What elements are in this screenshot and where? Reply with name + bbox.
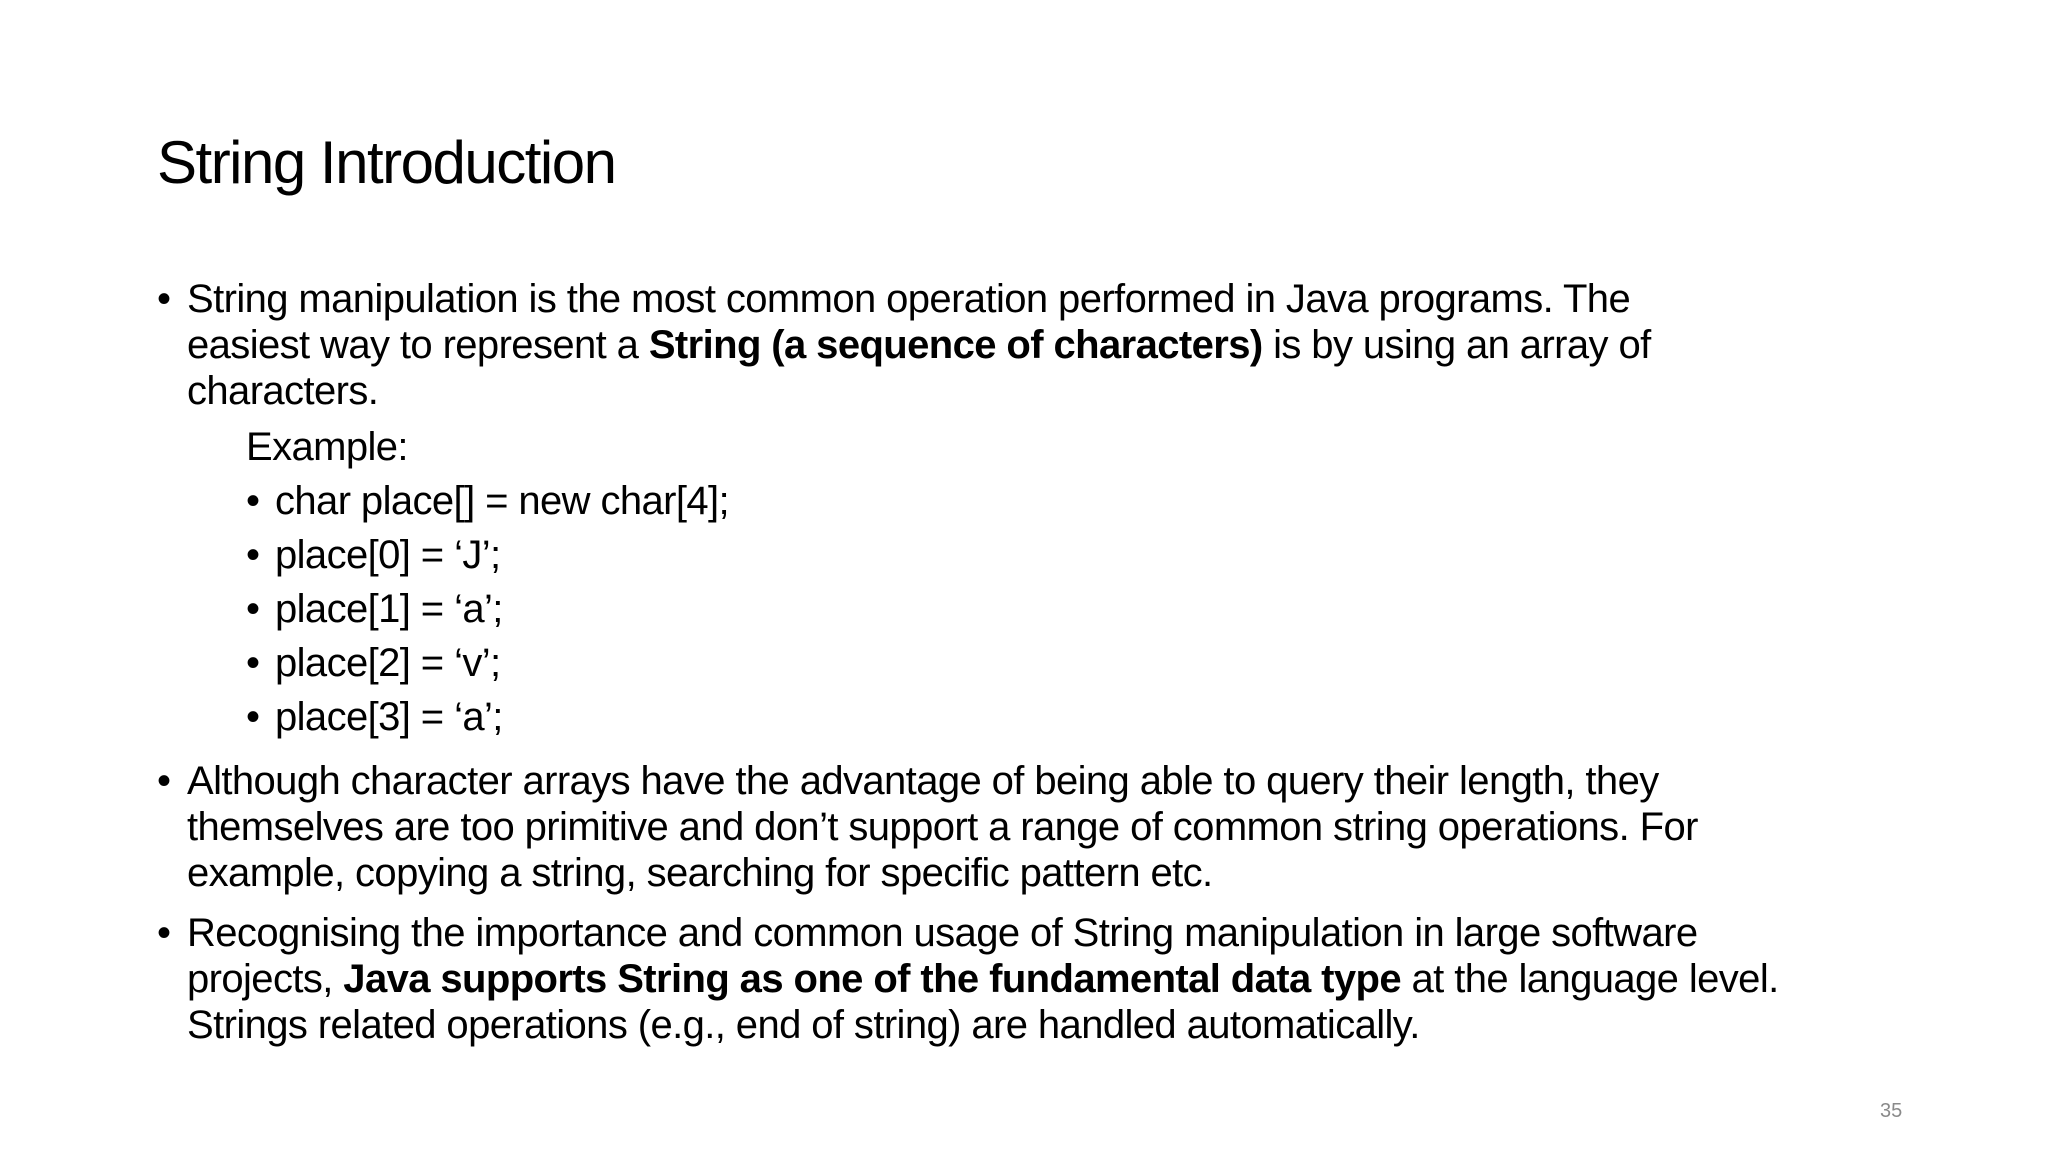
code-line <box>246 528 1937 582</box>
bullet-text: is by using an array of <box>1262 323 1651 367</box>
code-line <box>246 474 1937 528</box>
bullet-item <box>157 910 1937 1048</box>
bullet-dot-icon: • <box>157 759 171 803</box>
code-text: char place[] = new char[4]; <box>275 479 730 523</box>
bullet-dot-icon: • <box>246 587 260 631</box>
bullet-text: easiest way to represent a <box>187 323 649 367</box>
bullet-dot-icon: • <box>246 695 260 739</box>
slide-title: String Introduction <box>157 129 616 196</box>
code-text: place[3] = ‘a’; <box>275 695 503 739</box>
bullet-text: projects, <box>187 957 344 1001</box>
bullet-line <box>187 956 1937 1002</box>
bullet-dot-icon: • <box>157 911 171 955</box>
bullet-dot-icon: • <box>157 277 171 321</box>
bullet-item <box>157 276 1937 744</box>
bullet-line: themselves are too primitive and don’t support a range of common string operations. For <box>187 805 1698 849</box>
code-line <box>246 636 1937 690</box>
bullet-item <box>157 758 1937 896</box>
code-line <box>246 690 1937 744</box>
bullet-line <box>187 322 1937 368</box>
code-line <box>246 582 1937 636</box>
bullet-line: Strings related operations (e.g., end of string) are handled automatically. <box>187 1003 1420 1047</box>
bullet-line: String manipulation is the most common operation performed in Java programs. The <box>187 277 1631 321</box>
bullet-line: example, copying a string, searching for specific pattern etc. <box>187 851 1213 895</box>
bullet-bold-text: String (a sequence of characters) <box>648 323 1263 367</box>
page-number: 35 <box>1880 1100 1903 1122</box>
bullet-line: Recognising the importance and common usage of String manipulation in large software <box>187 911 1698 955</box>
bullet-dot-icon: • <box>246 533 260 577</box>
example-label: Example: <box>246 425 408 469</box>
bullet-line: Although character arrays have the advantage of being able to query their length, they <box>187 759 1659 803</box>
bullet-line: characters. <box>187 369 379 413</box>
bullet-bold-text: Java supports String as one of the fundamental data type <box>343 957 1402 1001</box>
slide-body <box>157 276 1937 1048</box>
example-block <box>246 420 1937 744</box>
bullet-dot-icon: • <box>246 641 260 685</box>
code-text: place[0] = ‘J’; <box>275 533 501 577</box>
code-text: place[2] = ‘v’; <box>275 641 501 685</box>
bullet-dot-icon: • <box>246 479 260 523</box>
bullet-text: at the language level. <box>1401 957 1779 1001</box>
code-text: place[1] = ‘a’; <box>275 587 503 631</box>
